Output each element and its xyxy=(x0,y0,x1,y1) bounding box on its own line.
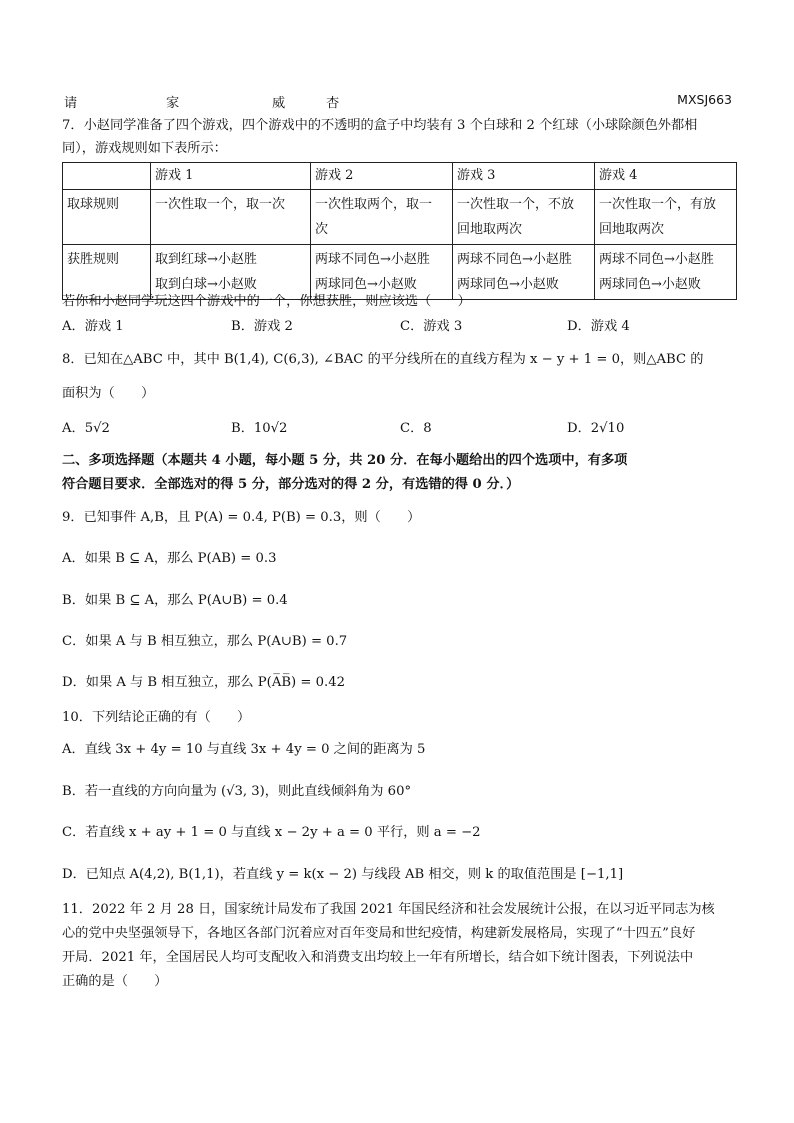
q8-stem-line1: 8．已知在△ABC 中，其中 B(1,4), C(6,3), ∠BAC 的平分线所在的直线方程为 x − y + 1 = 0，则△ABC 的 xyxy=(62,352,704,367)
q9-option-d: D．如果 A 与 B 相互独立，那么 P(A̅B̅) = 0.42 xyxy=(62,675,345,690)
cell-line: 取到红球→小赵胜 xyxy=(155,252,257,267)
cell-line: 一次性取一个，有放 xyxy=(599,197,717,212)
q7-option-c: C．游戏 3 xyxy=(400,319,463,334)
section2-heading-line2: 符合题目要求．全部选对的得 5 分，部分选对的得 2 分，有选错的得 0 分．） xyxy=(62,477,520,492)
q8-option-a: A．5√2 xyxy=(62,421,110,436)
cell-line: 次 xyxy=(315,222,329,237)
game-rules-table xyxy=(62,162,737,300)
table-cell xyxy=(311,190,453,245)
q7-stem-line1: 7．小赵同学准备了四个游戏，四个游戏中的不透明的盒子中均装有 3 个白球和 2 个红球（小球除颜色外都相 xyxy=(62,118,698,133)
q10-stem: 10．下列结论正确的有（ ） xyxy=(62,710,251,725)
q8-option-b: B．10√2 xyxy=(231,421,288,436)
cell-line: 两球同色→小赵败 xyxy=(457,277,559,292)
q11-stem-line2: 心的党中央坚强领导下，各地区各部门沉着应对百年变局和世纪疫情，构建新发展格局，实现了“十四五”良好 xyxy=(62,926,696,941)
cell-line: 回地取两次 xyxy=(457,222,523,237)
q10-option-a: A．直线 3x + 4y = 10 与直线 3x + 4y = 0 之间的距离为 5 xyxy=(62,742,426,757)
table-cell xyxy=(453,190,595,245)
q11-stem-line4: 正确的是（ ） xyxy=(62,974,168,989)
row-label-draw-rule: 取球规则 xyxy=(63,190,151,245)
cell-line: 回地取两次 xyxy=(599,222,665,237)
q7-option-a: A．游戏 1 xyxy=(62,319,124,334)
table-cell xyxy=(151,245,311,300)
q10-option-d: D．已知点 A(4,2), B(1,1)，若直线 y = k(x − 2) 与线段 AB 相交，则 k 的取值范围是 [−1,1] xyxy=(62,867,624,882)
q9-option-b: B．如果 B ⊆ A，那么 P(A∪B) = 0.4 xyxy=(62,593,288,608)
q7-option-b: B．游戏 2 xyxy=(231,319,293,334)
table-header-row xyxy=(63,163,737,190)
table-header-game3: 游戏 3 xyxy=(453,163,595,190)
paper-code: MXSJ663 xyxy=(677,92,732,107)
q9-option-a: A．如果 B ⊆ A，那么 P(AB) = 0.3 xyxy=(62,551,277,566)
q8-option-d: D．2√10 xyxy=(567,421,625,436)
cell-line: 两球不同色→小赵胜 xyxy=(599,252,714,267)
q11-stem-line3: 开局．2021 年，全国居民人均可支配收入和消费支出均较上一年有所增长，结合如下统计图表，下列说法中 xyxy=(62,950,694,965)
q10-option-c: C．若直线 x + ay + 1 = 0 与直线 x − 2y + a = 0 平行，则 a = −2 xyxy=(62,825,481,840)
table-header-game4: 游戏 4 xyxy=(595,163,737,190)
q7-option-d: D．游戏 4 xyxy=(567,319,630,334)
q8-stem-line2: 面积为（ ） xyxy=(62,386,155,401)
header-char-4: 杏 xyxy=(326,96,340,111)
q7-stem-line2: 同），游戏规则如下表所示： xyxy=(62,141,227,156)
table-cell xyxy=(311,245,453,300)
q9-option-c: C．如果 A 与 B 相互独立，那么 P(A∪B) = 0.7 xyxy=(62,634,348,649)
q8-option-c: C．8 xyxy=(400,421,432,436)
cell-line: 两球不同色→小赵胜 xyxy=(315,252,430,267)
page-header xyxy=(62,92,732,110)
header-char-3: 威 xyxy=(272,96,286,111)
table-cell xyxy=(595,245,737,300)
table-cell xyxy=(453,245,595,300)
q11-stem-line1: 11．2022 年 2 月 28 日，国家统计局发布了我国 2021 年国民经济和社会发展统计公报，在以习近平同志为核 xyxy=(62,902,715,917)
table-cell xyxy=(595,190,737,245)
cell-line: 两球不同色→小赵胜 xyxy=(457,252,572,267)
table-header-game1: 游戏 1 xyxy=(151,163,311,190)
table-row xyxy=(63,190,737,245)
row-label-win-rule: 获胜规则 xyxy=(63,245,151,300)
q9-stem: 9．已知事件 A,B，且 P(A) = 0.4, P(B) = 0.3，则（ ） xyxy=(62,510,421,525)
cell-line: 两球同色→小赵败 xyxy=(315,277,417,292)
cell-line: 一次性取两个，取一 xyxy=(315,197,433,212)
header-char-1: 请 xyxy=(64,96,78,111)
q7-question: 若你和小赵同学玩这四个游戏中的一个，你想获胜，则应该选（ ） xyxy=(62,294,471,309)
table-row xyxy=(63,245,737,300)
cell-line: 取到白球→小赵败 xyxy=(155,277,257,292)
table-header-game2: 游戏 2 xyxy=(311,163,453,190)
cell-line: 一次性取一个，取一次 xyxy=(155,197,286,212)
cell-line: 一次性取一个，不放 xyxy=(457,197,575,212)
table-cell xyxy=(151,190,311,245)
section2-heading-line1: 二、多项选择题（本题共 4 小题，每小题 5 分，共 20 分．在每小题给出的四个选项中，有多项 xyxy=(62,453,628,468)
q10-option-b: B．若一直线的方向向量为 (√3, 3)，则此直线倾斜角为 60° xyxy=(62,784,412,799)
header-char-2: 家 xyxy=(166,96,180,111)
cell-line: 两球同色→小赵败 xyxy=(599,277,701,292)
table-header-empty xyxy=(63,163,151,190)
